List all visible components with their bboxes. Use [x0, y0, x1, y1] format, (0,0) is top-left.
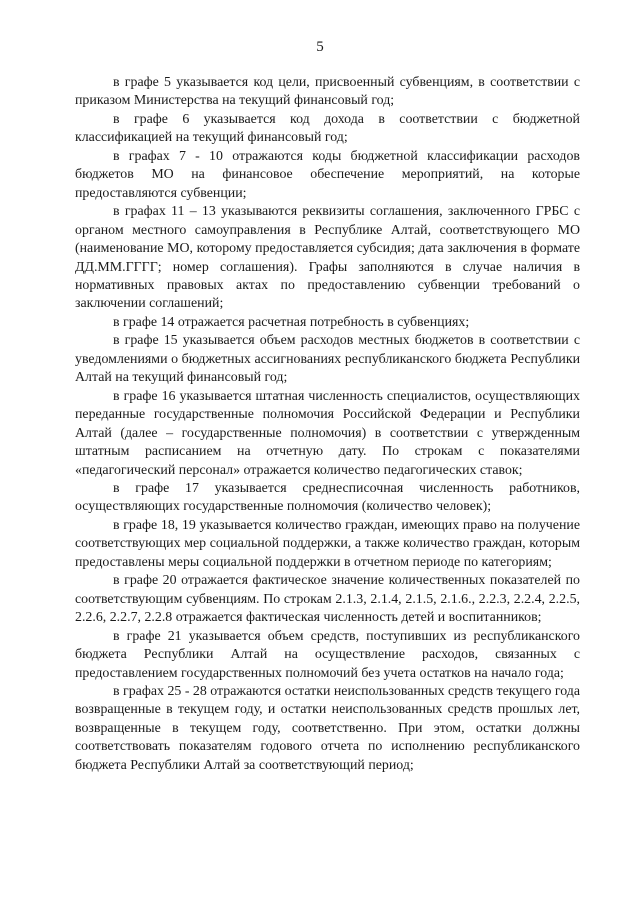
paragraph-columns-11-13: в графах 11 – 13 указываются реквизиты соглашения, заключенного ГРБС с органом местного самоуправления в Республике Алтай, соответствующего МО (наименование МО, которому предоставляется субсидия; дата заключения в формате ДД.ММ.ГГГГ; номер соглашения). Графы заполняются в случае наличия в нормативных правовых актах по предоставлению субвенции требований о заключении соглашений;	[75, 204, 580, 312]
paragraph-columns-18-19: в графе 18, 19 указывается количество граждан, имеющих право на получение соответствующих мер социальной поддержки, а также количество граждан, которым предоставлены меры социальной поддержки в отчетном периоде по категориям;	[75, 517, 580, 570]
paragraph-column-21: в графе 21 указывается объем средств, поступивших из республиканского бюджета Республики Алтай на осуществление расходов, связанных с предоставлением государственных полномочий без учета остатков на начало года;	[75, 628, 580, 681]
paragraph-columns-25-28: в графах 25 - 28 отражаются остатки неиспользованных средств текущего года возвращенные в текущем году, и остатки неиспользованных средств прошлых лет, возвращенные в текущем году, соответственно. При этом, остатки должны соответствовать показателям годового отчета по исполнению республиканского бюджета Республики Алтай за соответствующий период;	[75, 683, 580, 773]
paragraph-column-20: в графе 20 отражается фактическое значение количественных показателей по соответствующим субвенциям. По строкам 2.1.3, 2.1.4, 2.1.5, 2.1.6., 2.2.3, 2.2.4, 2.2.5, 2.2.6, 2.2.7, 2.2.8 отражается фактическая численность детей и воспитанников;	[75, 573, 580, 626]
paragraph-column-6: в графе 6 указывается код дохода в соответствии с бюджетной классификацией на текущий финансовый год;	[75, 111, 580, 146]
paragraph-column-15: в графе 15 указывается объем расходов местных бюджетов в соответствии с уведомлениями о бюджетных ассигнованиях республиканского бюджета Республики Алтай на текущий финансовый год;	[75, 333, 580, 386]
paragraph-column-5: в графе 5 указывается код цели, присвоенный субвенциям, в соответствии с приказом Министерства на текущий финансовый год;	[75, 75, 580, 109]
document-body	[75, 74, 580, 775]
paragraph-column-14: в графе 14 отражается расчетная потребность в субвенциях;	[113, 314, 470, 330]
paragraph-column-16: в графе 16 указывается штатная численность специалистов, осуществляющих переданные государственные полномочия Российской Федерации и Республики Алтай (далее – государственные полномочия) в соответствии с утвержденным штатным расписанием на отчетную дату. По строкам с показателями «педагогический персонал» отражается количество педагогических ставок;	[75, 388, 580, 478]
page-number: 5	[316, 39, 324, 55]
paragraph-column-17: в графе 17 указывается среднесписочная численность работников, осуществляющих государственные полномочия (количество человек);	[75, 480, 580, 515]
paragraph-columns-7-10: в графах 7 - 10 отражаются коды бюджетной классификации расходов бюджетов МО на финансовое обеспечение мероприятий, на которые предоставляются субвенции;	[75, 148, 580, 201]
